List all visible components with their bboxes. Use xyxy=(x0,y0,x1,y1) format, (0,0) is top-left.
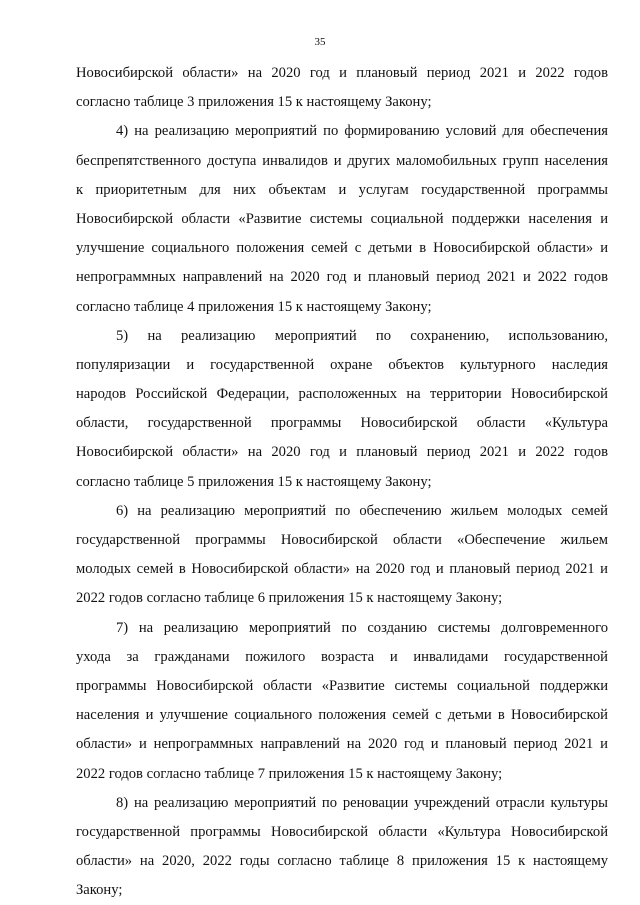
text-line: ухода за гражданами пожилого возраста и инвалидами государственной xyxy=(76,648,608,665)
text-line: 2022 годов согласно таблице 7 приложения 15 к настоящему Закону; xyxy=(76,765,503,782)
text-line: непрограммных направлений на 2020 год и плановый период 2021 и 2022 годов xyxy=(76,269,608,286)
body-text xyxy=(76,59,608,905)
text-line: молодых семей в Новосибирской области» на 2020 год и плановый период 2021 и xyxy=(76,561,608,578)
text-line: улучшение социального положения семей с детьми в Новосибирской области» и xyxy=(76,240,608,257)
text-line: Закону; xyxy=(76,882,123,899)
text-line: области» на 2020, 2022 годы согласно таблице 8 приложения 15 к настоящему xyxy=(76,853,608,870)
text-line: государственной программы Новосибирской области «Обеспечение жильем xyxy=(76,532,608,548)
text-line: 2022 годов согласно таблице 6 приложения 15 к настоящему Закону; xyxy=(76,590,503,607)
page-number: 35 xyxy=(314,36,326,48)
text-line: государственной программы Новосибирской области «Культура Новосибирской xyxy=(76,823,608,840)
text-line: популяризации и государственной охране объектов культурного наследия xyxy=(76,356,608,373)
text-line: 7) на реализацию мероприятий по созданию системы долговременного xyxy=(116,619,608,636)
text-line: населения и улучшение социального положения семей с детьми в Новосибирской xyxy=(76,707,608,724)
text-line: согласно таблице 3 приложения 15 к настоящему Закону; xyxy=(76,94,432,111)
paragraph xyxy=(76,789,608,905)
paragraph xyxy=(76,322,608,497)
text-line: Новосибирской области «Развитие системы социальной поддержки населения и xyxy=(76,210,608,227)
paragraph xyxy=(76,614,608,789)
paragraph xyxy=(76,59,608,117)
paragraph xyxy=(76,117,608,321)
text-line: беспрепятственного доступа инвалидов и других маломобильных групп населения xyxy=(76,152,608,169)
text-line: 6) на реализацию мероприятий по обеспечению жильем молодых семей xyxy=(116,502,608,519)
text-line: согласно таблице 5 приложения 15 к настоящему Закону; xyxy=(76,473,432,490)
text-line: Новосибирской области» на 2020 год и плановый период 2021 и 2022 годов xyxy=(76,65,608,81)
text-line: к приоритетным для них объектам и услугам государственной программы xyxy=(76,181,608,198)
text-line: программы Новосибирской области «Развитие системы социальной поддержки xyxy=(76,677,608,694)
text-line: 5) на реализацию мероприятий по сохранению, использованию, xyxy=(116,327,608,344)
text-line: Новосибирской области» на 2020 год и плановый период 2021 и 2022 годов xyxy=(76,444,608,461)
text-line: области, государственной программы Новосибирской области «Культура xyxy=(76,415,608,432)
text-line: области» и непрограммных направлений на 2020 год и плановый период 2021 и xyxy=(76,736,608,753)
text-line: 8) на реализацию мероприятий по реновации учреждений отрасли культуры xyxy=(116,794,608,811)
text-line: согласно таблице 4 приложения 15 к настоящему Закону; xyxy=(76,298,432,315)
paragraph xyxy=(76,497,608,614)
text-line: народов Российской Федерации, расположенных на территории Новосибирской xyxy=(76,386,608,403)
text-line: 4) на реализацию мероприятий по формированию условий для обеспечения xyxy=(116,123,608,140)
